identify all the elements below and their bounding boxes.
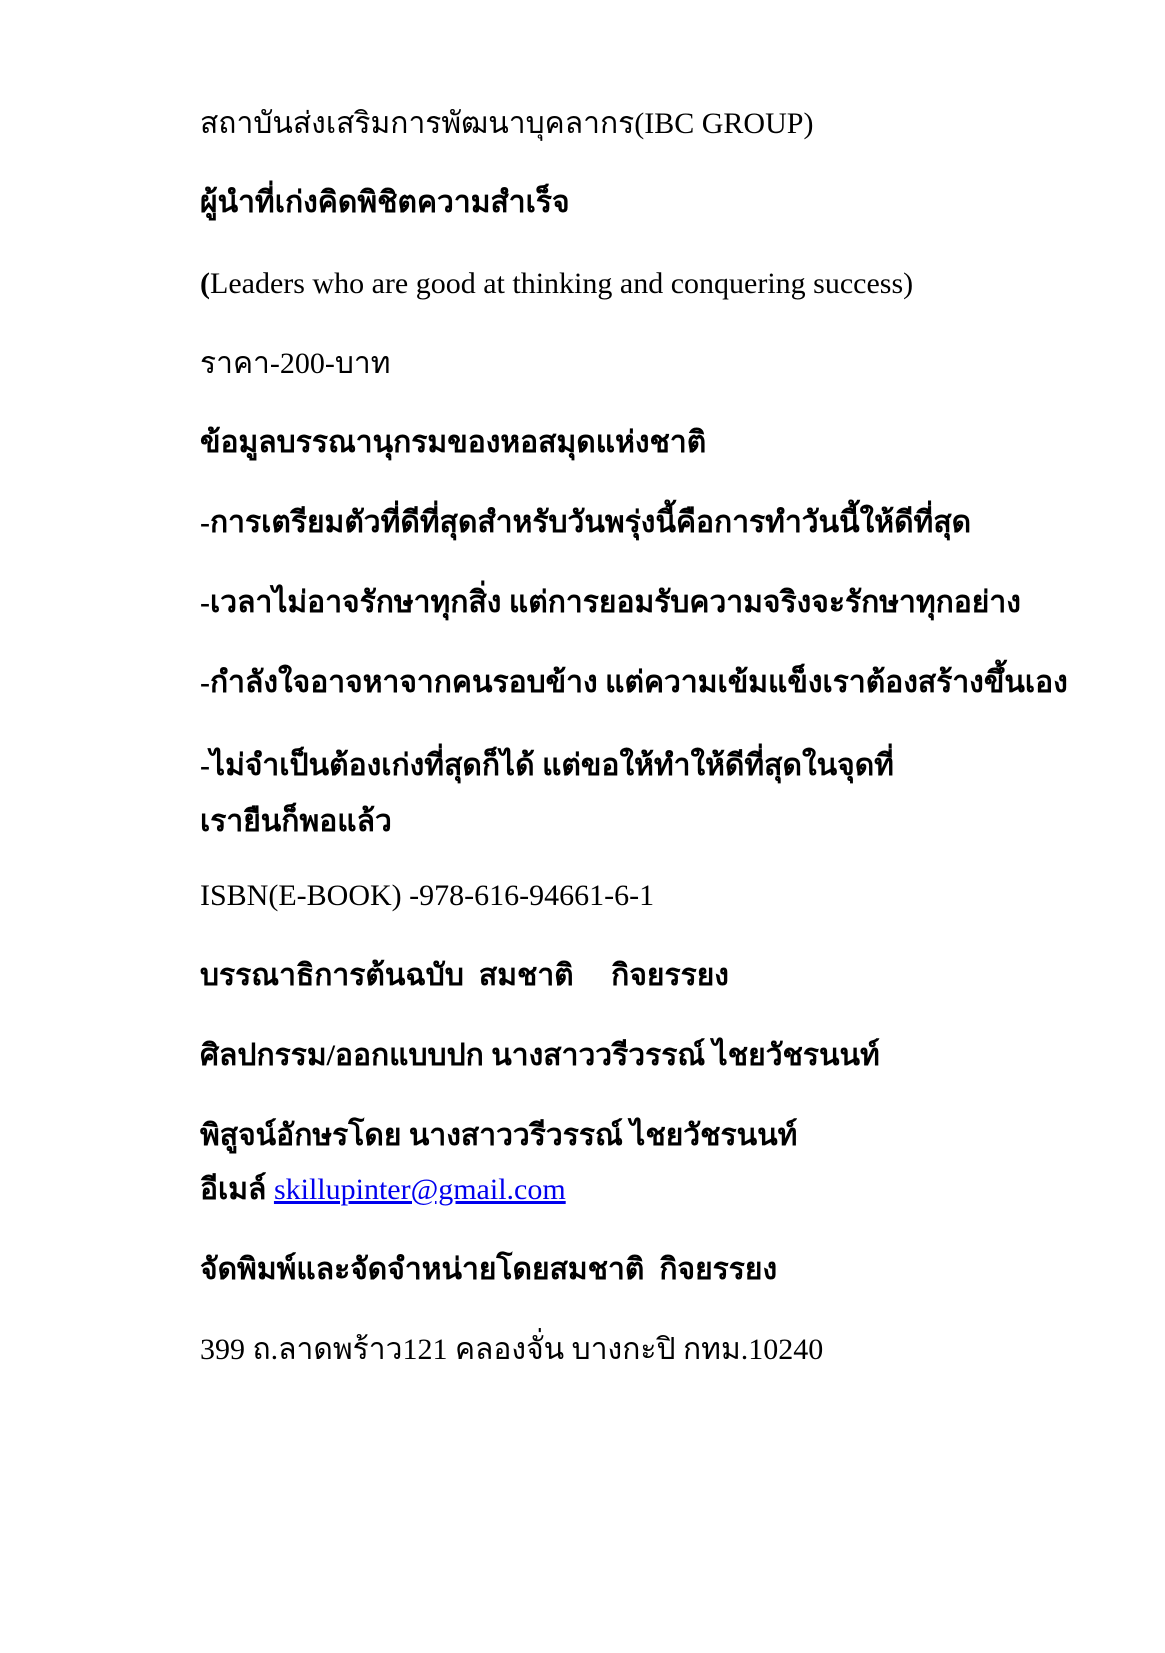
quote-1: -การเตรียมตัวที่ดีที่สุดสำหรับวันพรุ่งนี้คือการทำวันนี้ให้ดีที่สุด — [200, 506, 972, 539]
art-design-credit: ศิลปกรรม/ออกแบบปก นางสาววรีวรรณ์ ไชยวัชรนนท์ — [200, 1039, 880, 1072]
title-english-text: Leaders who are good at thinking and conquering success) — [210, 267, 914, 300]
editor-credit: บรรณาธิการต้นฉบับ สมชาติ กิจยรรยง — [200, 959, 729, 992]
book-title-english — [200, 266, 913, 302]
proofreader-credit: พิสูจน์อักษรโดย นางสาววรีวรรณ์ ไชยวัชรนนท์ — [200, 1119, 798, 1152]
book-title-thai: ผู้นำที่เก่งคิดพิชิตความสำเร็จ — [200, 186, 570, 219]
publisher-address: 399 ถ.ลาดพร้าว121 คลองจั่น บางกะปิ กทม.10240 — [200, 1333, 824, 1366]
institute-name: สถาบันส่งเสริมการพัฒนาบุคลากร(IBC GROUP) — [200, 107, 814, 140]
quote-4: -ไม่จำเป็นต้องเก่งที่สุดก็ได้ แต่ขอให้ทำให้ดีที่สุดในจุดที่เรายืนก็พอแล้ว — [200, 749, 894, 838]
quote-3: -กำลังใจอาจหาจากคนรอบข้าง แต่ความเข้มแข็งเราต้องสร้างขึ้นเอง — [200, 666, 1068, 699]
email-link[interactable]: skillupinter@gmail.com — [273, 1173, 566, 1206]
isbn: ISBN(E-BOOK) -978-616-94661-6-1 — [200, 879, 655, 912]
publisher-credit: จัดพิมพ์และจัดจำหน่ายโดยสมชาติ กิจยรรยง — [200, 1253, 778, 1286]
price: ราคา-200-บาท — [200, 347, 391, 380]
email-label: อีเมล์ — [200, 1173, 274, 1206]
quote-2: -เวลาไม่อาจรักษาทุกสิ่ง แต่การยอมรับความจริงจะรักษาทุกอย่าง — [200, 586, 1021, 619]
cip-heading: ข้อมูลบรรณานุกรมของหอสมุดแห่งชาติ — [200, 426, 707, 459]
email-line — [200, 1172, 566, 1208]
title-open-paren: ( — [200, 267, 210, 300]
